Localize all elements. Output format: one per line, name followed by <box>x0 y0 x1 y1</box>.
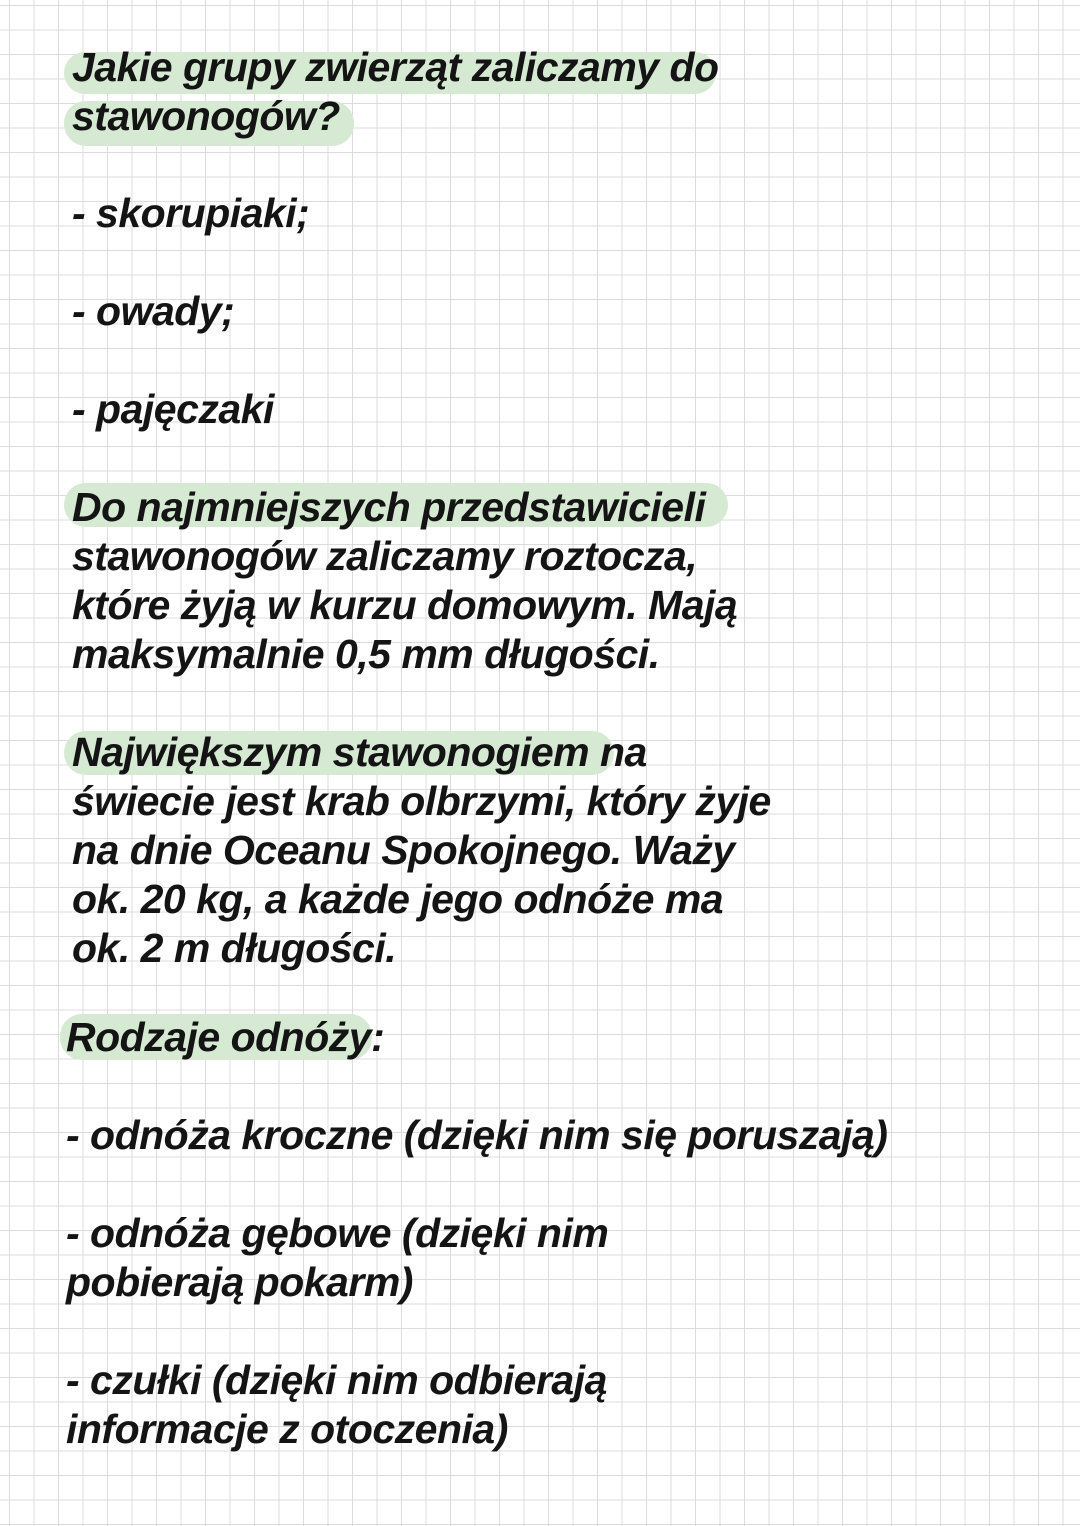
question-line-2: stawonogów? <box>72 93 340 139</box>
leg-type-line: informacje z otoczenia) <box>66 1406 508 1452</box>
leg-type-line: - odnóża kroczne (dzięki nim się poruszają) <box>66 1112 888 1158</box>
group-item: - skorupiaki; <box>72 190 310 236</box>
largest-line: Największym stawonogiem na <box>72 729 647 775</box>
smallest-line: Do najmniejszych przedstawicieli <box>72 484 706 530</box>
smallest-line: które żyją w kurzu domowym. Mają <box>72 582 738 628</box>
smallest-line: maksymalnie 0,5 mm długości. <box>72 631 660 677</box>
question-line-1: Jakie grupy zwierząt zaliczamy do <box>72 44 719 90</box>
leg-type-line: - czułki (dzięki nim odbierają <box>66 1357 607 1403</box>
leg-type-line: - odnóża gębowe (dzięki nim <box>66 1210 609 1256</box>
smallest-line: stawonogów zaliczamy roztocza, <box>72 533 698 579</box>
largest-line: świecie jest krab olbrzymi, który żyje <box>72 778 771 824</box>
legs-heading: Rodzaje odnóży: <box>66 1014 385 1060</box>
largest-line: ok. 20 kg, a każde jego odnóże ma <box>72 876 724 922</box>
largest-line: ok. 2 m długości. <box>72 925 397 971</box>
largest-line: na dnie Oceanu Spokojnego. Waży <box>72 827 735 873</box>
leg-type-line: pobierają pokarm) <box>66 1259 413 1305</box>
group-item: - owady; <box>72 288 235 334</box>
group-item: - pajęczaki <box>72 386 274 432</box>
